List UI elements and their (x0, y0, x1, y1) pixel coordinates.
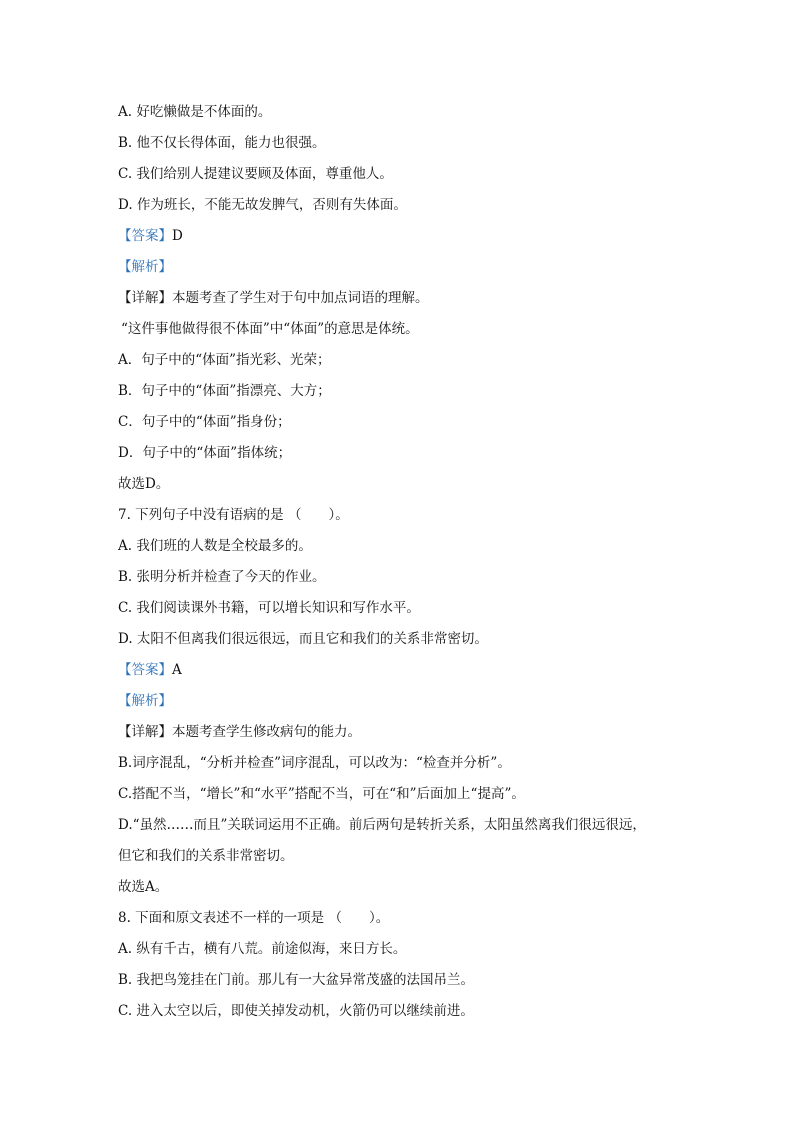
q7-conclusion: 故选A。 (118, 879, 169, 895)
explanation-b: B．句子中的“体面”指漂亮、大方； (118, 383, 331, 399)
q7-explanation-d: D.“虽然……而且”关联词运用不正确。前后两句是转折关系，太阳虽然离我们很远很远， (118, 817, 646, 833)
q7-option-d: D. 太阳不但离我们很远很远，而且它和我们的关系非常密切。 (118, 631, 488, 647)
analysis-tag: 【解析】 (118, 693, 172, 709)
q8-option-c: C. 进入太空以后，即使关掉发动机，火箭仍可以继续前进。 (118, 1003, 474, 1019)
detail-tag: 【详解】 (118, 290, 172, 306)
analysis-line (118, 258, 172, 276)
option-a-line: A. 好吃懒做是不体面的。 (118, 104, 272, 120)
q7-answer-line: 【答案】A (118, 662, 182, 678)
question-7: 7. 下列句子中没有语病的是 （ ）。 (118, 507, 349, 523)
q7-detail-line: 【详解】本题考查学生修改病句的能力。 (118, 724, 361, 740)
q8-option-a: A. 纵有千古，横有八荒。前途似海，来日方长。 (118, 941, 407, 957)
q7-explanation-d-cont: 但它和我们的关系非常密切。 (118, 848, 294, 864)
explanation-a: A．句子中的“体面”指光彩、光荣； (118, 352, 331, 368)
analysis-tag: 【解析】 (118, 259, 172, 275)
explanation-line: “这件事他做得很不体面”中“体面”的意思是体统。 (121, 321, 419, 337)
q7-option-b: B. 张明分析并检查了今天的作业。 (118, 569, 326, 585)
q8-option-b: B. 我把鸟笼挂在门前。那儿有一大盆异常茂盛的法国吊兰。 (118, 972, 475, 988)
question-8: 8. 下面和原文表述不一样的一项是 （ ）。 (118, 910, 390, 926)
explanation-d: D．句子中的“体面”指体统； (118, 445, 292, 461)
q7-analysis-line (118, 692, 172, 710)
detail-tag: 【详解】 (118, 724, 172, 740)
conclusion-line: 故选D。 (118, 476, 170, 492)
answer-line: 【答案】D (118, 228, 183, 244)
q7-explanation-c: C.搭配不当，“增长”和“水平”搭配不当，可在“和”后面加上“提高”。 (118, 786, 525, 802)
q7-option-a: A. 我们班的人数是全校最多的。 (118, 538, 312, 554)
q7-option-c: C. 我们阅读课外书籍，可以增长知识和写作水平。 (118, 600, 420, 616)
option-c-line: C. 我们给别人提建议要顾及体面，尊重他人。 (118, 166, 393, 182)
option-d-line: D. 作为班长，不能无故发脾气，否则有失体面。 (118, 197, 407, 213)
option-b-line: B. 他不仅长得体面，能力也很强。 (118, 135, 326, 151)
q7-explanation-b: B.词序混乱，“分析并检查”词序混乱，可以改为：“检查并分析”。 (118, 755, 511, 771)
answer-tag: 【答案】 (118, 228, 172, 244)
detail-line: 【详解】本题考查了学生对于句中加点词语的理解。 (118, 290, 429, 306)
answer-tag: 【答案】 (118, 662, 172, 678)
explanation-c: C．句子中的“体面”指身份； (118, 414, 291, 430)
